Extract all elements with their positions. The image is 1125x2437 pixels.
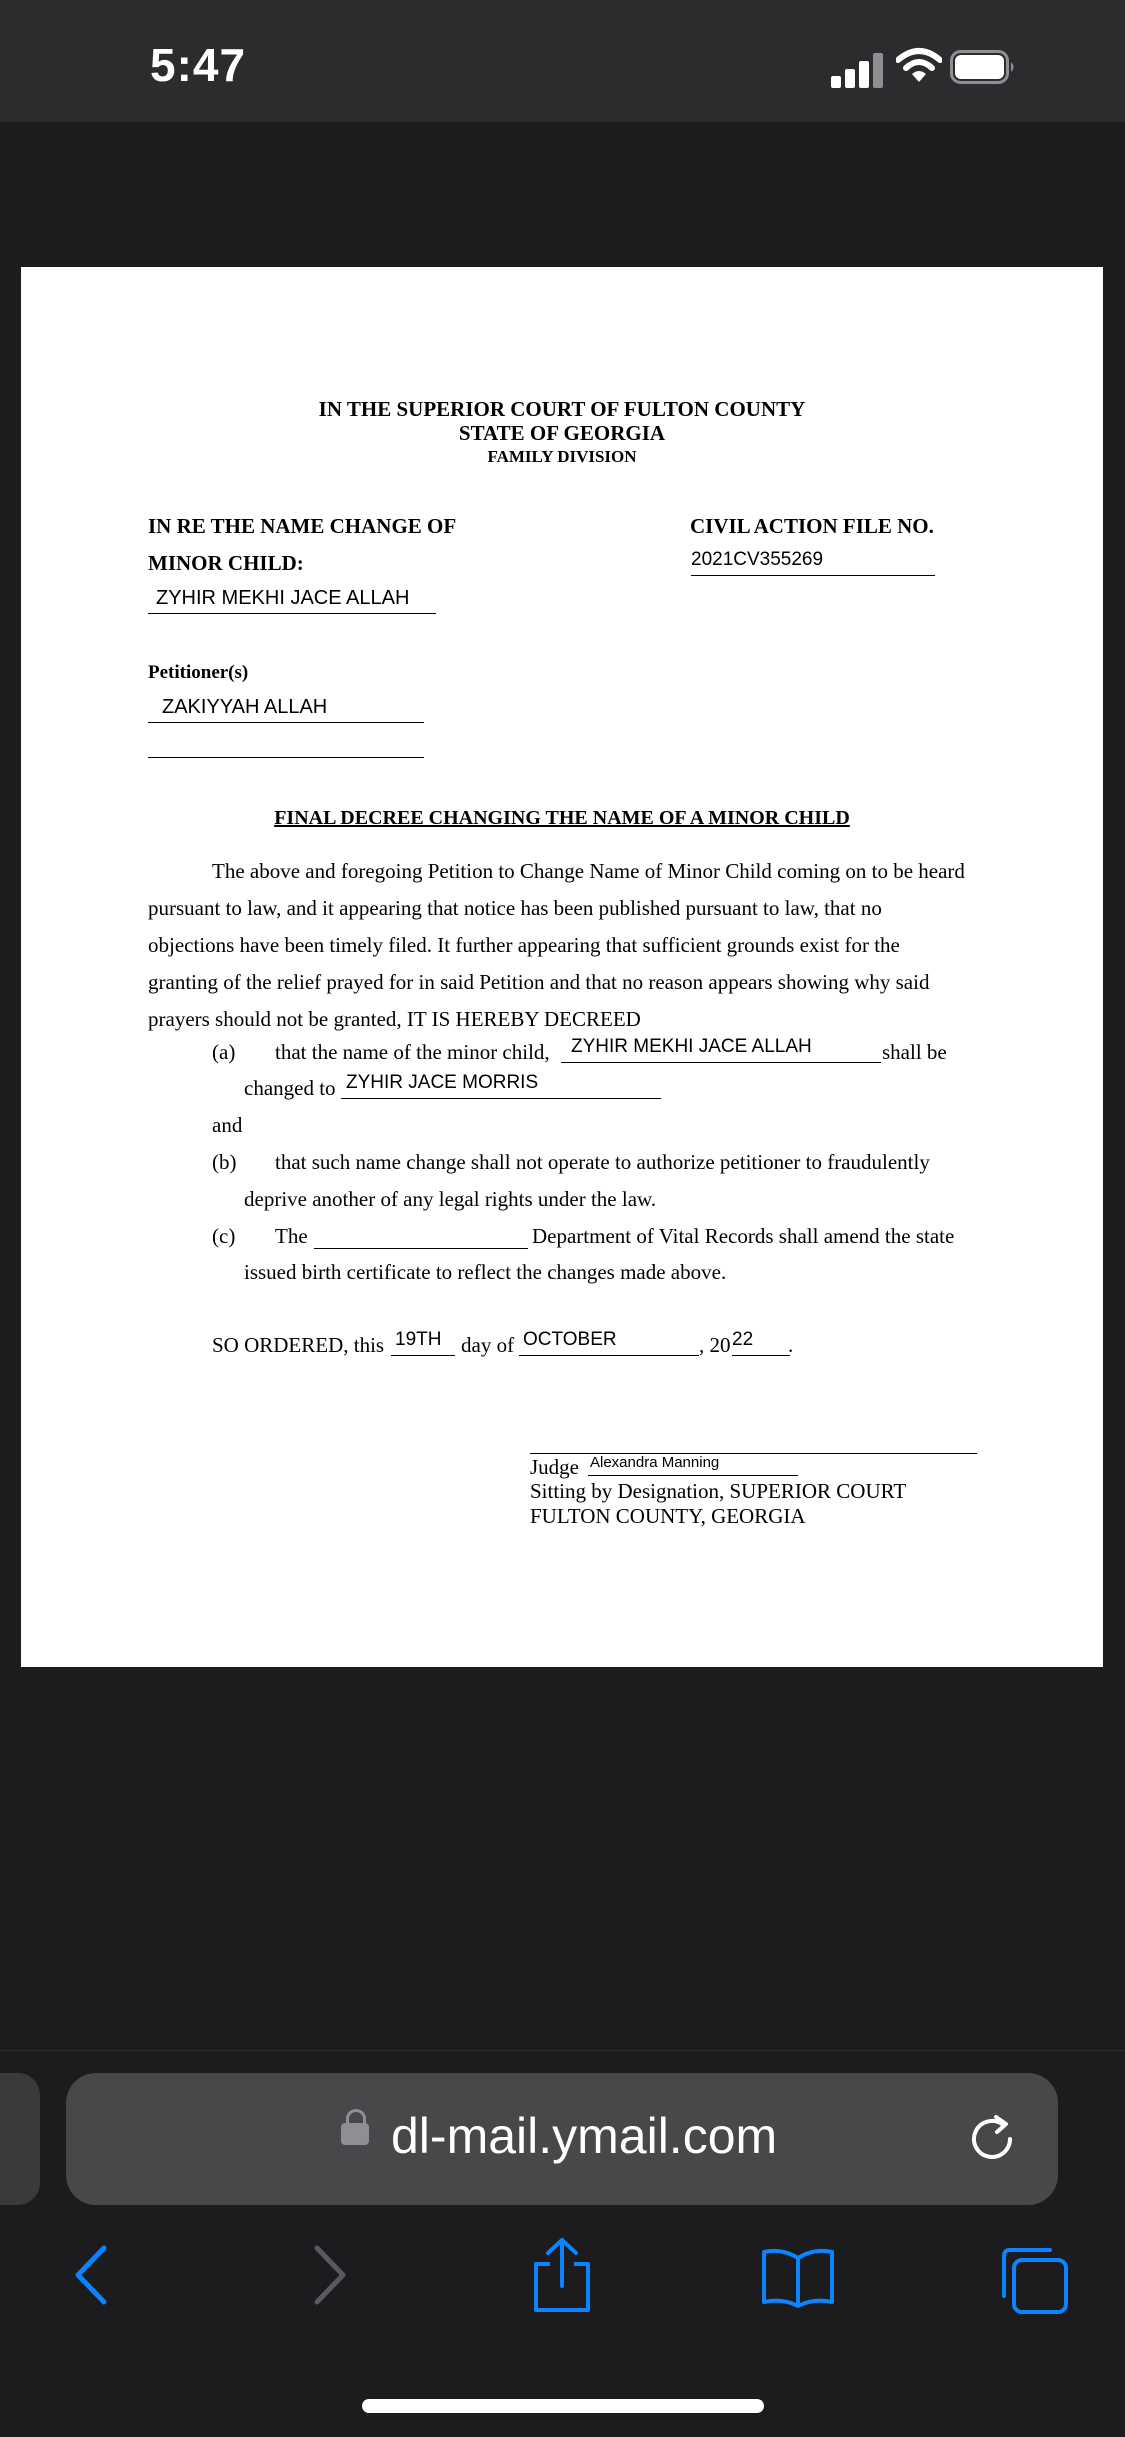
item-b-line1: that such name change shall not operate to authorize petitioner to fraudulently [275,1150,930,1174]
item-a-old-name: ZYHIR MEKHI JACE ALLAH [561,1032,881,1063]
item-a-new-name: ZYHIR JACE MORRIS [341,1068,661,1099]
home-indicator[interactable] [362,2399,764,2413]
petitioner-name-field: ZAKIYYAH ALLAH [148,692,424,723]
item-a-shall-be: shall be [882,1040,947,1064]
so-ordered-text: SO ORDERED, this [212,1333,385,1357]
item-c-blank-line [314,1247,528,1249]
year-prefix: , 20 [699,1333,731,1357]
court-name: IN THE SUPERIOR COURT OF FULTON COUNTY [318,397,806,421]
and-text: and [212,1113,243,1137]
civil-action-number: 2021CV355269 [691,545,935,576]
forward-button[interactable] [305,2240,355,2310]
share-button[interactable] [530,2236,594,2314]
wifi-icon [896,46,942,86]
civil-action-label: CIVIL ACTION FILE NO. [690,514,934,538]
url-text: dl-mail.ymail.com [391,2108,778,2164]
court-division: FAMILY DIVISION [487,447,637,466]
judge-line3: FULTON COUNTY, GEORGIA [530,1504,806,1528]
judge-name: Alexandra Manning [588,1451,798,1476]
paragraph-line: prayers should not be granted, IT IS HEREBY DECREED [148,1007,641,1031]
judge-label: Judge [530,1455,579,1479]
tabs-button[interactable] [998,2244,1070,2316]
item-c-rest: Department of Vital Records shall amend the state [532,1224,955,1248]
child-name-field: ZYHIR MEKHI JACE ALLAH [148,583,436,614]
decree-paragraph [148,853,1008,1038]
status-bar [0,0,1125,122]
back-button[interactable] [66,2240,116,2310]
address-bar[interactable] [66,2073,1058,2205]
item-a-text: that the name of the minor child, [275,1040,550,1064]
paragraph-line: pursuant to law, and it appearing that notice has been published pursuant to law, that no [148,896,882,920]
in-re-line2: MINOR CHILD: [148,551,304,575]
day-of-text: day of [461,1333,515,1357]
paragraph-line: granting of the relief prayed for in said Petition and that no reason appears showing why said [148,970,930,994]
decree-title: FINAL DECREE CHANGING THE NAME OF A MINOR CHILD [274,807,850,829]
month-value: OCTOBER [519,1325,699,1356]
in-re-line1: IN RE THE NAME CHANGE OF [148,514,457,538]
lock-icon [341,2123,369,2145]
petitioners-label: Petitioner(s) [148,662,249,683]
paragraph-line: The above and foregoing Petition to Change Name of Minor Child coming on to be heard [212,859,965,883]
petitioner-blank-line [148,756,424,758]
item-c-line2: issued birth certificate to reflect the changes made above. [244,1260,727,1284]
court-state: STATE OF GEORGIA [458,421,666,445]
item-b-marker: (b) [212,1150,237,1174]
court-heading [21,397,1103,469]
item-a-changed-to: changed to [244,1076,336,1100]
status-time: 5:47 [150,39,247,91]
previous-tab-preview[interactable] [0,2073,40,2205]
paragraph-line: objections have been timely filed. It further appearing that sufficient grounds exist for the [148,933,900,957]
document-page [21,267,1103,1667]
cellular-signal-icon [831,50,883,88]
judge-line2: Sitting by Designation, SUPERIOR COURT [530,1479,907,1503]
battery-icon [950,50,1016,84]
item-b-line2: deprive another of any legal rights under the law. [244,1187,657,1211]
reload-icon[interactable] [966,2109,1022,2169]
year-value: 22 [732,1325,790,1356]
item-c-marker: (c) [212,1224,236,1248]
item-c-the: The [275,1224,308,1248]
bookmarks-button[interactable] [760,2246,836,2310]
day-value: 19TH [391,1325,455,1356]
item-a-marker: (a) [212,1040,236,1064]
period-text: . [788,1333,794,1357]
